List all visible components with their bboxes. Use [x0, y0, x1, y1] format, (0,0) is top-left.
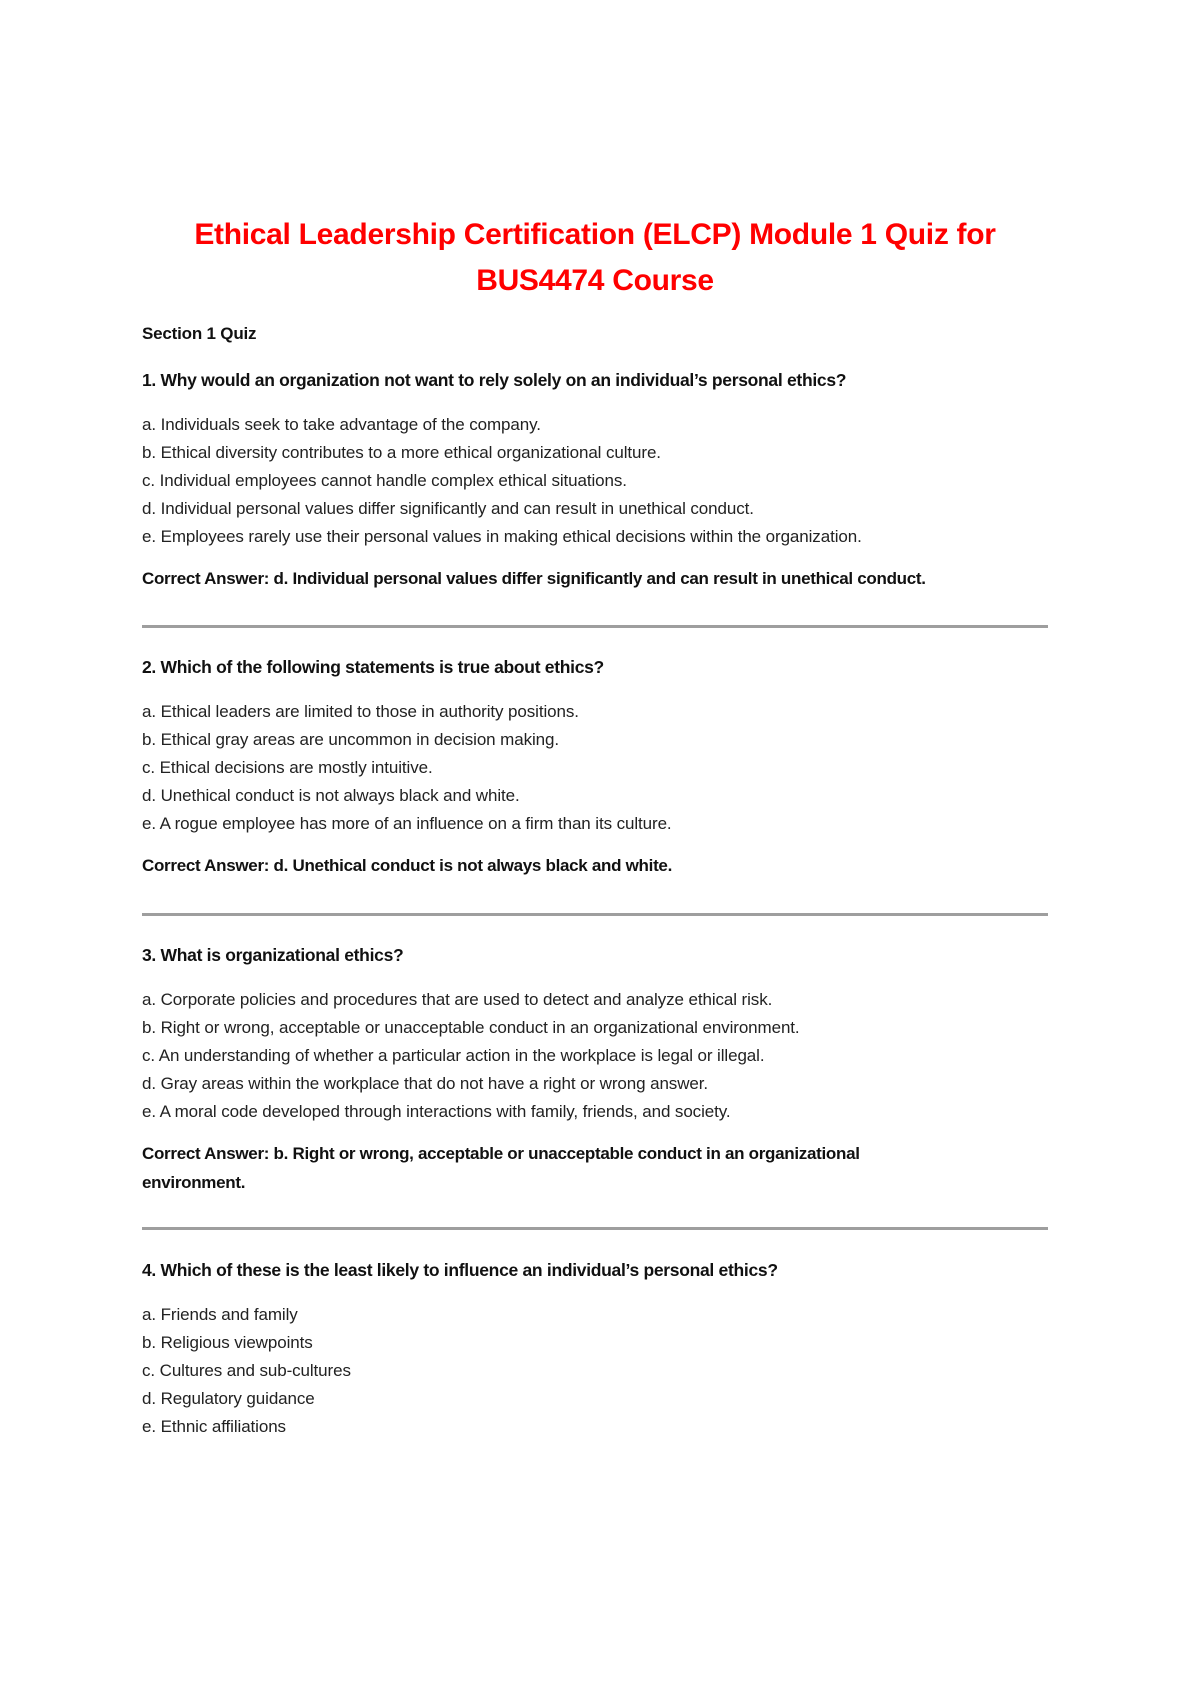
option-b: b. Ethical diversity contributes to a more ethical organizational culture.	[142, 443, 661, 462]
option-b: b. Religious viewpoints	[142, 1333, 313, 1352]
option-a: a. Corporate policies and procedures that are used to detect and analyze ethical risk.	[142, 990, 773, 1009]
correct-answer: Correct Answer: d. Unethical conduct is not always black and white.	[142, 856, 673, 875]
option-a: a. Individuals seek to take advantage of the company.	[142, 415, 541, 434]
correct-answer: Correct Answer: b. Right or wrong, acceptable or unacceptable conduct in an organizational environment.	[142, 1144, 860, 1192]
option-c: c. Ethical decisions are mostly intuitive.	[142, 758, 433, 777]
section-label: Section 1 Quiz	[142, 324, 257, 343]
option-a: a. Friends and family	[142, 1305, 298, 1324]
option-d: d. Regulatory guidance	[142, 1389, 315, 1408]
option-e: e. Ethnic affiliations	[142, 1417, 286, 1436]
question-2	[142, 655, 1052, 880]
question-4	[142, 1258, 1052, 1441]
option-c: c. Individual employees cannot handle complex ethical situations.	[142, 471, 627, 490]
question-3	[142, 943, 1052, 1197]
option-d: d. Individual personal values differ significantly and can result in unethical conduct.	[142, 499, 754, 518]
option-c: c. An understanding of whether a particular action in the workplace is legal or illegal.	[142, 1046, 765, 1065]
option-e: e. A rogue employee has more of an influence on a firm than its culture.	[142, 814, 672, 833]
options-list	[142, 986, 1052, 1126]
document-title: Ethical Leadership Certification (ELCP) Module 1 Quiz for BUS4474 Course	[194, 218, 996, 297]
option-d: d. Gray areas within the workplace that do not have a right or wrong answer.	[142, 1074, 708, 1093]
option-e: e. A moral code developed through interactions with family, friends, and society.	[142, 1102, 731, 1121]
section-divider	[142, 1227, 1048, 1230]
option-b: b. Ethical gray areas are uncommon in decision making.	[142, 730, 559, 749]
question-text: 3. What is organizational ethics?	[142, 945, 404, 965]
question-1	[142, 368, 1052, 593]
options-list	[142, 411, 1052, 551]
question-text: 4. Which of these is the least likely to influence an individual’s personal ethics?	[142, 1260, 778, 1280]
option-b: b. Right or wrong, acceptable or unacceptable conduct in an organizational environment.	[142, 1018, 800, 1037]
options-list	[142, 698, 1052, 838]
option-e: e. Employees rarely use their personal values in making ethical decisions within the organization.	[142, 527, 862, 546]
section-divider	[142, 625, 1048, 628]
question-text: 2. Which of the following statements is true about ethics?	[142, 657, 604, 677]
option-a: a. Ethical leaders are limited to those in authority positions.	[142, 702, 579, 721]
option-c: c. Cultures and sub-cultures	[142, 1361, 351, 1380]
option-d: d. Unethical conduct is not always black and white.	[142, 786, 520, 805]
correct-answer: Correct Answer: d. Individual personal values differ significantly and can result in unethical conduct.	[142, 569, 926, 588]
options-list	[142, 1301, 1052, 1441]
section-divider	[142, 913, 1048, 916]
question-text: 1. Why would an organization not want to rely solely on an individual’s personal ethics?	[142, 370, 847, 390]
